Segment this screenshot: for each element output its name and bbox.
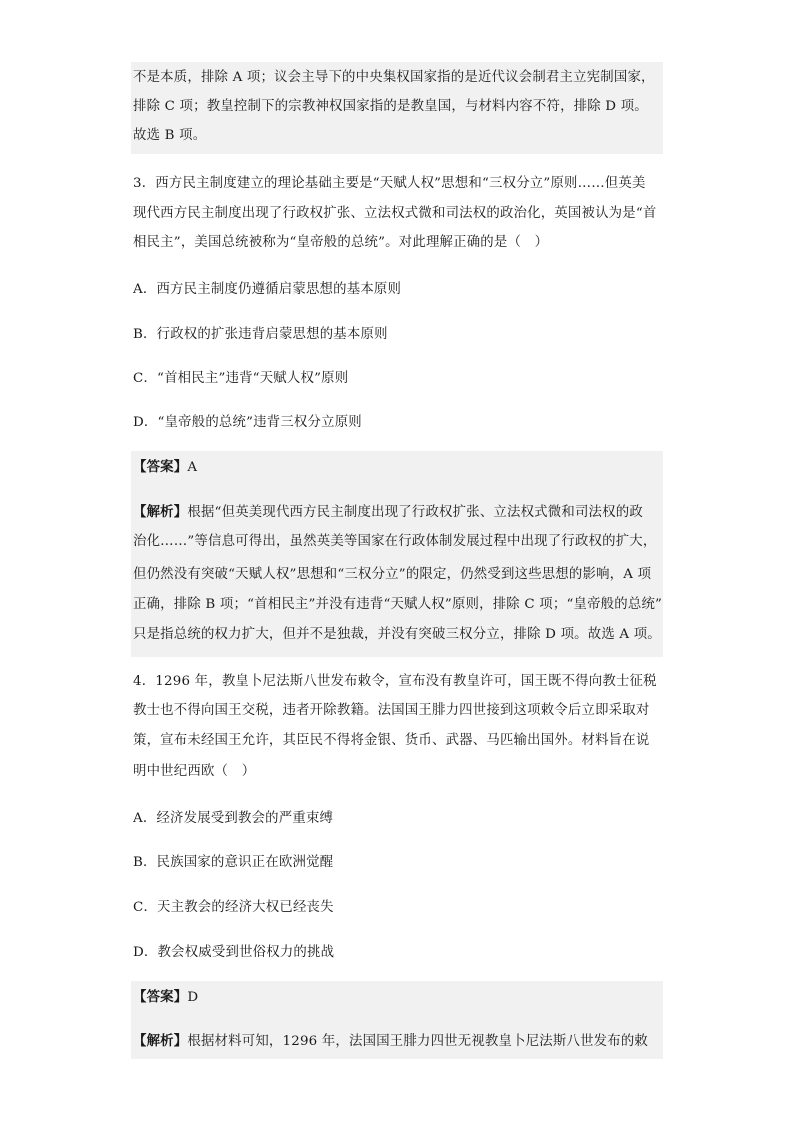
q4-answer-value: D bbox=[187, 990, 199, 1005]
q4-option-d: D．教会权威受到世俗权力的挑战 bbox=[133, 945, 335, 960]
q3-analysis-line-1 bbox=[133, 502, 643, 522]
q3-analysis-text-1: 根据“但英美现代西方民主制度出现了行政权扩张、立法权式微和司法权的政 bbox=[187, 505, 643, 520]
q3-analysis-line-4: 正确，排除 B 项；“首相民主”并没有违背“天赋人权”原则，排除 C 项；“皇帝般的总统” bbox=[133, 597, 663, 612]
q3-option-d: D．“皇帝般的总统”违背三权分立原则 bbox=[133, 415, 362, 430]
q4-option-a: A．经济发展受到教会的严重束缚 bbox=[133, 811, 334, 826]
q4-answer-tag: 【答案】 bbox=[133, 989, 188, 1005]
q4-analysis-text-1: 根据材料可知，1296 年，法国国王腓力四世无视教皇卜尼法斯八世发布的敕 bbox=[187, 1034, 649, 1049]
q3-answer-value: A bbox=[187, 460, 198, 475]
q4-stem-line-3: 策，宣布未经国王允许，其臣民不得将金银、货币、武器、马匹输出国外。材料旨在说 bbox=[133, 733, 650, 748]
q3-analysis-line-5: 只是指总统的权力扩大，但并不是独裁，并没有突破三权分立，排除 D 项。故选 A 项。 bbox=[133, 627, 661, 642]
q3-option-b: B．行政权的扩张违背启蒙思想的基本原则 bbox=[133, 327, 388, 342]
q4-stem-line-4: 明中世纪西欧（ ） bbox=[133, 764, 256, 779]
q3-analysis-tag: 【解析】 bbox=[133, 504, 188, 520]
intro-explanation-line-3: 故选 B 项。 bbox=[133, 128, 207, 143]
q3-analysis-line-3: 但仍然没有突破“天赋人权”思想和“三权分立”的限定，仍然受到这些思想的影响，A 项 bbox=[133, 567, 652, 582]
q4-answer bbox=[133, 987, 198, 1007]
q3-analysis-line-2: 治化……”等信息可得出，虽然英美等国家在行政体制发展过程中出现了行政权的扩大， bbox=[133, 534, 657, 549]
q4-analysis-tag: 【解析】 bbox=[133, 1033, 188, 1049]
q3-option-c: C．“首相民主”违背“天赋人权”原则 bbox=[133, 371, 349, 386]
q3-answer-tag: 【答案】 bbox=[133, 459, 188, 475]
intro-explanation-line-1: 不是本质，排除 A 项；议会主导下的中央集权国家指的是近代议会制君主立宪制国家， bbox=[133, 70, 655, 85]
q3-stem-line-3: 相民主”，美国总统被称为“皇帝般的总统”。对此理解正确的是（ ） bbox=[133, 235, 549, 250]
q3-stem-line-1: 3．西方民主制度建立的理论基础主要是“天赋人权”思想和“三权分立”原则……但英美 bbox=[133, 176, 646, 191]
q3-option-a: A．西方民主制度仍遵循启蒙思想的基本原则 bbox=[133, 282, 402, 297]
q3-stem-line-2: 现代西方民主制度出现了行政权扩张、立法权式微和司法权的政治化，英国被认为是“首 bbox=[133, 206, 657, 221]
q4-stem-line-1: 4．1296 年，教皇卜尼法斯八世发布敕令，宣布没有教皇许可，国王既不得向教士征税 bbox=[133, 674, 657, 689]
q3-answer bbox=[133, 457, 197, 477]
q4-analysis-line-1 bbox=[133, 1031, 648, 1051]
q4-option-b: B．民族国家的意识正在欧洲觉醒 bbox=[133, 855, 334, 870]
q4-stem-line-2: 教士也不得向国王交税，违者开除教籍。法国国王腓力四世接到这项敕令后立即采取对 bbox=[133, 703, 650, 718]
q4-option-c: C．天主教会的经济大权已经丧失 bbox=[133, 900, 334, 915]
intro-explanation-line-2: 排除 C 项；教皇控制下的宗教神权国家指的是教皇国，与材料内容不符，排除 D 项。 bbox=[133, 99, 648, 114]
